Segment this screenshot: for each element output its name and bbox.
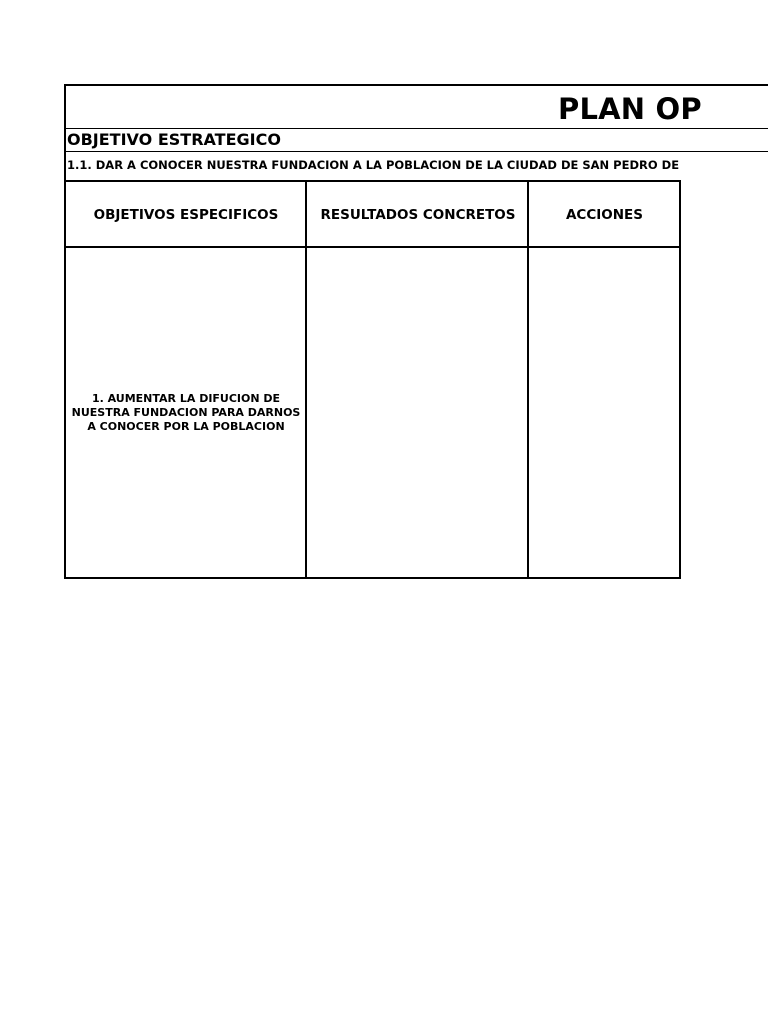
objetivo-estrategico-text: 1.1. DAR A CONOCER NUESTRA FUNDACION A LA POBLACION DE LA CIUDAD DE SAN PEDRO DE [67,158,680,172]
objetivo-estrategico-text-row[interactable] [64,152,768,180]
plan-table [64,180,681,579]
spreadsheet-sheet [64,84,768,579]
header-acciones[interactable]: ACCIONES [565,206,643,223]
header-resultados-concretos[interactable]: RESULTADOS CONCRETOS [320,206,516,223]
cell-acciones-1[interactable] [530,248,679,577]
cell-objetivo-especifico-1[interactable]: 1. AUMENTAR LA DIFUCION DE NUESTRA FUNDACION PARA DARNOS A CONOCER POR LA POBLACION [71,391,301,433]
objetivo-estrategico-row[interactable] [64,129,768,152]
header-objetivos-especificos[interactable]: OBJETIVOS ESPECIFICOS [93,206,279,223]
objetivo-estrategico-label: OBJETIVO ESTRATEGICO [67,130,281,149]
plan-title: PLAN OP [558,92,702,126]
cell-resultados-concretos-1[interactable] [308,248,528,577]
title-row[interactable] [64,84,768,129]
